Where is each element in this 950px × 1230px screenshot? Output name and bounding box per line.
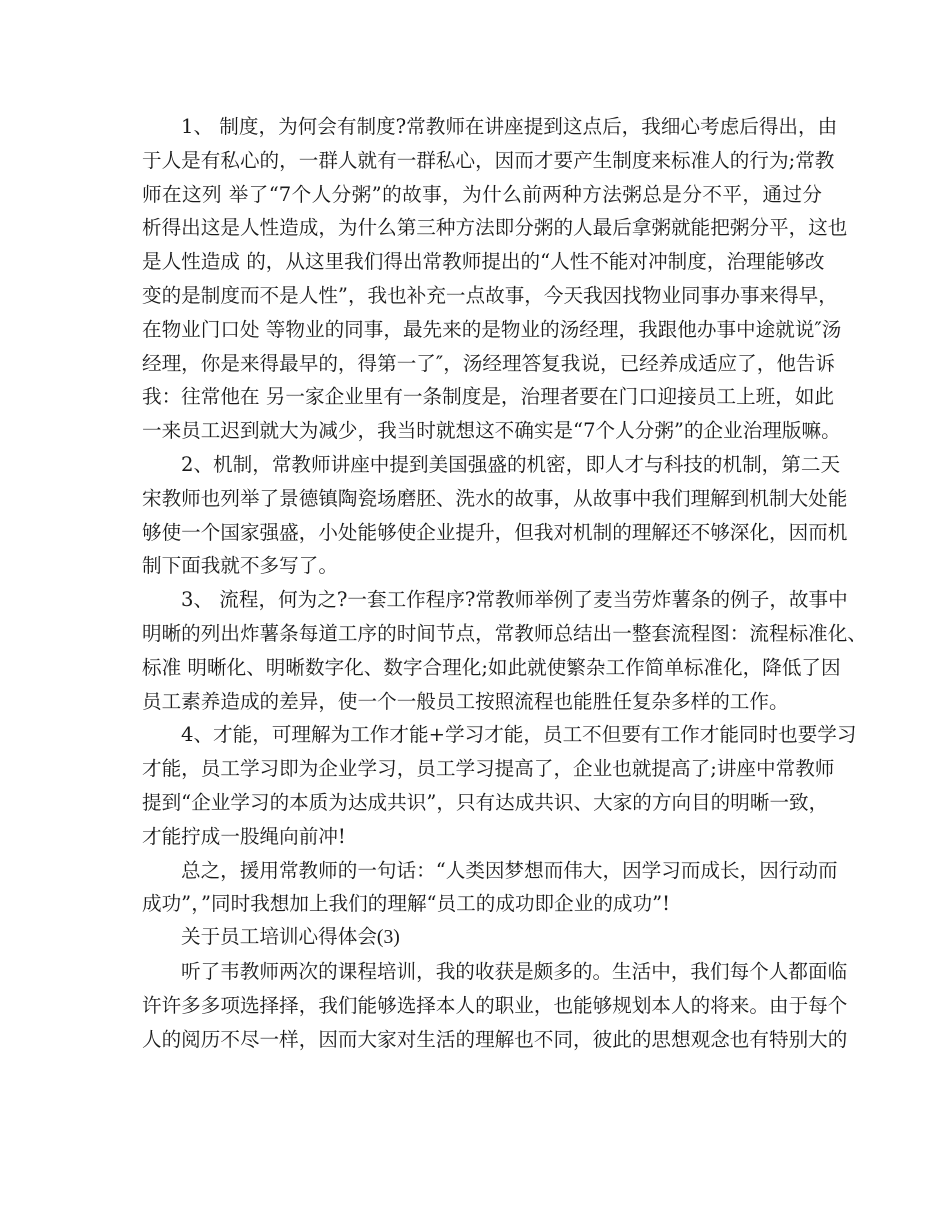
text-line: 2、机制，常教师讲座中提到美国强盛的机密，即人才与科技的机制，第二天 [181,452,841,476]
text-line: 明晰的列出炸薯条每道工序的时间节点，常教师总结出一整套流程图：流程标准化、 [142,621,867,645]
text-line: 标准 明晰化、明晰数字化、数字合理化;如此就使繁杂工作简单标准化，降低了因 [142,655,841,679]
text-line: 是人性造成 的，从这里我们得出常教师提出的“人性不能对冲制度，治理能够改 [142,250,825,274]
text-line: 听了韦教师两次的课程培训，我的收获是颇多的。生活中，我们每个人都面临 [181,959,848,983]
text-line: 经理，你是来得最早的，得第一了″，汤经理答复我说，已经养成适应了，他告诉 [142,351,836,375]
text-line: 成功”，”同时我想加上我们的理解“员工的成功即企业的成功”! [142,892,670,916]
text-line: 我：往常他在 另一家企业里有一条制度是，治理者要在门口迎接员工上班，如此 [142,385,835,409]
text-line: 师在这列 举了“7个人分粥”的故事，为什么前两种方法粥总是分不平，通过分 [142,182,822,206]
text-line: 一来员工迟到就大为减少，我当时就想这不确实是“7个人分粥”的企业治理版嘛。 [142,419,841,443]
text-line: 够使一个国家强盛，小处能够使企业提升，但我对机制的理解还不够深化，因而机 [142,520,848,544]
text-line: 制下面我就不多写了。 [142,554,338,578]
text-line: 提到“企业学习的本质为达成共识”，只有达成共识、大家的方向目的明晰一致， [142,790,829,814]
text-line: 总之，援用常教师的一句话：“人类因梦想而伟大，因学习而成长，因行动而 [181,858,838,882]
text-line: 1、 制度，为何会有制度?常教师在讲座提到这点后，我细心考虑后得出，由 [181,115,838,138]
text-line: 才能，员工学习即为企业学习，员工学习提高了，企业也就提高了;讲座中常教师 [142,757,835,781]
text-line: 于人是有私心的，一群人就有一群私心，因而才要产生制度来标准人的行为;常教 [142,148,835,172]
text-line: 变的是制度而不是人性”，我也补充一点故事，今天我因找物业同事办事来得早， [142,283,838,307]
document-body [142,110,867,1056]
text-line: 析得出这是人性造成，为什么第三种方法即分粥的人最后拿粥就能把粥分平，这也 [142,216,848,240]
text-line: 人的阅历不尽一样，因而大家对生活的理解也不同，彼此的思想观念也有特别大的 [142,1027,848,1051]
text-line: 宋教师也列举了景德镇陶瓷场磨胚、洗水的故事，从故事中我们理解到机制大处能 [142,486,848,510]
section-heading: 关于员工培训心得体会(3) [181,927,400,949]
text-line: 在物业门口处 等物业的同事，最先来的是物业的汤经理，我跟他办事中途就说″汤 [142,317,842,341]
text-line: 3、 流程，何为之?一套工作程序?常教师举例了麦当劳炸薯条的例子，故事中 [181,588,848,612]
text-line: 才能拧成一股绳向前冲! [142,824,346,848]
text-line: 4、才能，可理解为工作才能+学习才能，员工不但要有工作才能同时也要学习 [181,723,857,747]
text-line: 许许多多项选择择，我们能够选择本人的职业，也能够规划本人的将来。由于每个 [142,993,848,1017]
text-line: 员工素养造成的差异，使一个一般员工按照流程也能胜任复杂多样的工作。 [142,689,789,713]
